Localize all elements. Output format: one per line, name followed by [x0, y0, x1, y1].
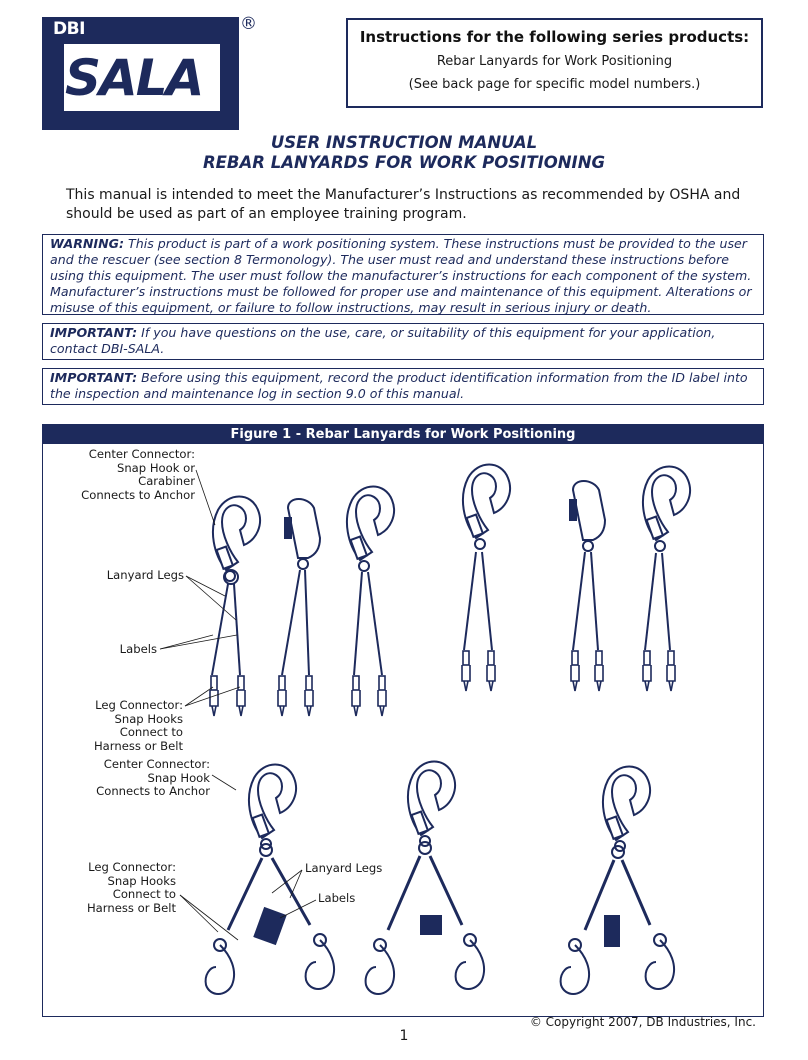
lanyard-illustration-2 — [278, 499, 320, 716]
label-lanyard-legs-top: Lanyard Legs — [106, 568, 184, 582]
label-labels-bottom: Labels — [318, 891, 356, 905]
important-label-1: IMPORTANT: — [50, 325, 138, 340]
label-leg-connector-top: Leg Connector: Snap Hooks Connect to Harness or Belt — [93, 698, 183, 753]
figure-title: Figure 1 - Rebar Lanyards for Work Positioning — [43, 425, 763, 444]
lanyard-illustration-8 — [366, 762, 484, 995]
label-center-connector-top: Center Connector: Snap Hook or Carabiner Connects to Anchor — [81, 447, 195, 502]
lanyard-illustration-6 — [643, 467, 690, 692]
warning-text: This product is part of a work positioning system. These instructions must be provided to the user and the rescuer (see section 8 Termonology). The user must read and understand these instructions before using this equipment. The user must follow the manufacturer’s instructions for each component of the system. Manufacturer’s instructions must be followed for proper use and maintenance of this equipment. Alterations or misuse of this equipment, or failure to follow instructions, may result in serious injury or death. — [50, 236, 752, 315]
lanyard-illustration-7 — [206, 765, 334, 995]
manual-title-1: USER INSTRUCTION MANUAL — [270, 133, 538, 152]
warning-label: WARNING: — [50, 236, 125, 251]
logo-sala-text: SALA — [65, 49, 203, 107]
label-leg-connector-bottom: Leg Connector: Snap Hooks Connect to Harness or Belt — [86, 860, 176, 915]
important-text-1: If you have questions on the use, care, or suitability of this equipment for your application, contact DBI-SALA. — [50, 325, 716, 356]
lanyard-illustration-4 — [462, 465, 510, 692]
page-number: 1 — [399, 1028, 409, 1044]
important-text-2: Before using this equipment, record the product identification information from the ID label into the inspection and maintenance log in section 9.0 of this manual. — [50, 370, 748, 401]
logo-dbi-text: DBI — [53, 19, 85, 39]
series-title: Instructions for the following series products: — [359, 28, 750, 46]
label-lanyard-legs-bottom: Lanyard Legs — [305, 861, 383, 875]
copyright: © Copyright 2007, DB Industries, Inc. — [529, 1015, 756, 1029]
intro-paragraph: This manual is intended to meet the Manufacturer’s Instructions as recommended by OSHA and should be used as part of an employee training program. — [66, 187, 741, 222]
label-labels-top: Labels — [119, 642, 157, 656]
important-label-2: IMPORTANT: — [50, 370, 138, 385]
lanyard-illustration-1 — [210, 497, 260, 717]
registered-mark: ® — [240, 14, 257, 34]
manual-title-2: REBAR LANYARDS FOR WORK POSITIONING — [202, 153, 606, 172]
series-line-1: Rebar Lanyards for Work Positioning — [436, 54, 673, 69]
series-line-2: (See back page for specific model numbers.) — [408, 77, 701, 92]
lanyard-illustration-9 — [561, 767, 674, 995]
lanyard-illustration-3 — [347, 487, 394, 717]
lanyard-illustration-5 — [570, 481, 605, 691]
label-center-connector-bottom: Center Connector: Snap Hook Connects to Anchor — [96, 757, 210, 798]
